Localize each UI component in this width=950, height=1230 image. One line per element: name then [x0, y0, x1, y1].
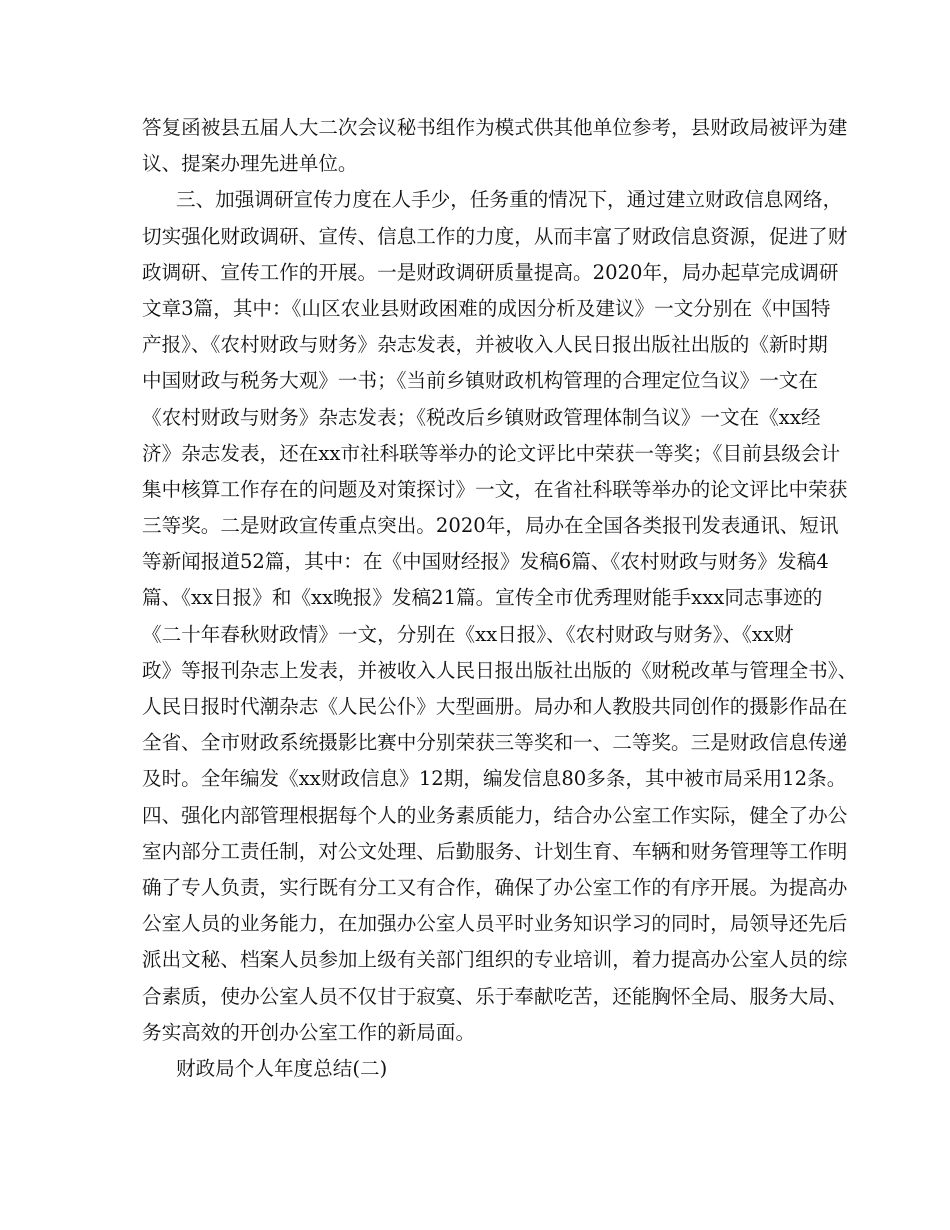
body-line: 全省、全市财政系统摄影比赛中分别荣获三等奖和一、二等奖。三是财政信息传递 — [142, 731, 848, 755]
document-body — [142, 110, 858, 1087]
body-line: 议、提案办理先进单位。 — [142, 152, 358, 176]
body-line: 《二十年春秋财政情》一文，分别在《xx日报》、《农村财政与财务》、《xx财 — [142, 622, 794, 646]
body-line: 务实高效的开创办公室工作的新局面。 — [142, 1020, 476, 1044]
body-line: 室内部分工责任制，对公文处理、后勤服务、计划生育、车辆和财务管理等工作明 — [142, 839, 848, 863]
body-line: 《农村财政与财务》杂志发表；《税改后乡镇财政管理体制刍议》一文在《xx经 — [142, 405, 821, 429]
body-line: 三、加强调研宣传力度在人手少，任务重的情况下，通过建立财政信息网络， — [176, 188, 843, 212]
body-line: 文章3篇，其中：《山区农业县财政困难的成因分析及建议》一文分别在《中国特 — [142, 296, 831, 320]
body-line: 政调研、宣传工作的开展。一是财政调研质量提高。2020年，局办起草完成调研 — [142, 260, 839, 284]
body-line: 产报》、《农村财政与财务》杂志发表，并被收入人民日报出版社出版的《新时期 — [142, 333, 828, 357]
body-line: 四、强化内部管理根据每个人的业务素质能力，结合办公室工作实际，健全了办公 — [142, 803, 848, 827]
body-line: 中国财政与税务大观》一书；《当前乡镇财政机构管理的合理定位刍议》一文在 — [142, 369, 818, 393]
body-line: 派出文秘、档案人员参加上级有关部门组织的专业培训，着力提高办公室人员的综 — [142, 948, 848, 972]
body-line: 集中核算工作存在的问题及对策探讨》一文，在省社科联等举办的论文评比中荣获 — [142, 477, 848, 501]
body-line: 及时。全年编发《xx财政信息》12期，编发信息80多条，其中被市局采用12条。 — [142, 767, 847, 791]
body-line: 等新闻报道52篇，其中：在《中国财经报》发稿6篇、《农村财政与财务》发稿4 — [142, 550, 829, 574]
body-line: 人民日报时代潮杂志《人民公仆》大型画册。局办和人教股共同创作的摄影作品在 — [142, 695, 848, 718]
body-line: 济》杂志发表，还在xx市社科联等举办的论文评比中荣获一等奖；《目前县级会计 — [142, 441, 841, 465]
body-line: 政》等报刊杂志上发表，并被收入人民日报出版社出版的《财税改革与管理全书》、 — [142, 658, 858, 682]
body-line: 切实强化财政调研、宣传、信息工作的力度，从而丰富了财政信息资源，促进了财 — [142, 224, 848, 248]
body-line: 合素质，使办公室人员不仅甘于寂寞、乐于奉献吃苦，还能胸怀全局、服务大局、 — [142, 984, 848, 1008]
body-line: 三等奖。二是财政宣传重点突出。2020年，局办在全国各类报刊发表通讯、短讯 — [142, 514, 839, 538]
body-line: 篇、《xx日报》和《xx晚报》发稿21篇。宣传全市优秀理财能手xxx同志事迹的 — [142, 586, 823, 610]
body-line: 确了专人负责，实行既有分工又有合作，确保了办公室工作的有序开展。为提高办 — [142, 875, 848, 899]
section-heading: 财政局个人年度总结(二) — [176, 1056, 388, 1080]
body-line: 答复函被县五届人大二次会议秘书组作为模式供其他单位参考，县财政局被评为建 — [142, 116, 848, 139]
body-line: 公室人员的业务能力，在加强办公室人员平时业务知识学习的同时，局领导还先后 — [142, 912, 848, 936]
